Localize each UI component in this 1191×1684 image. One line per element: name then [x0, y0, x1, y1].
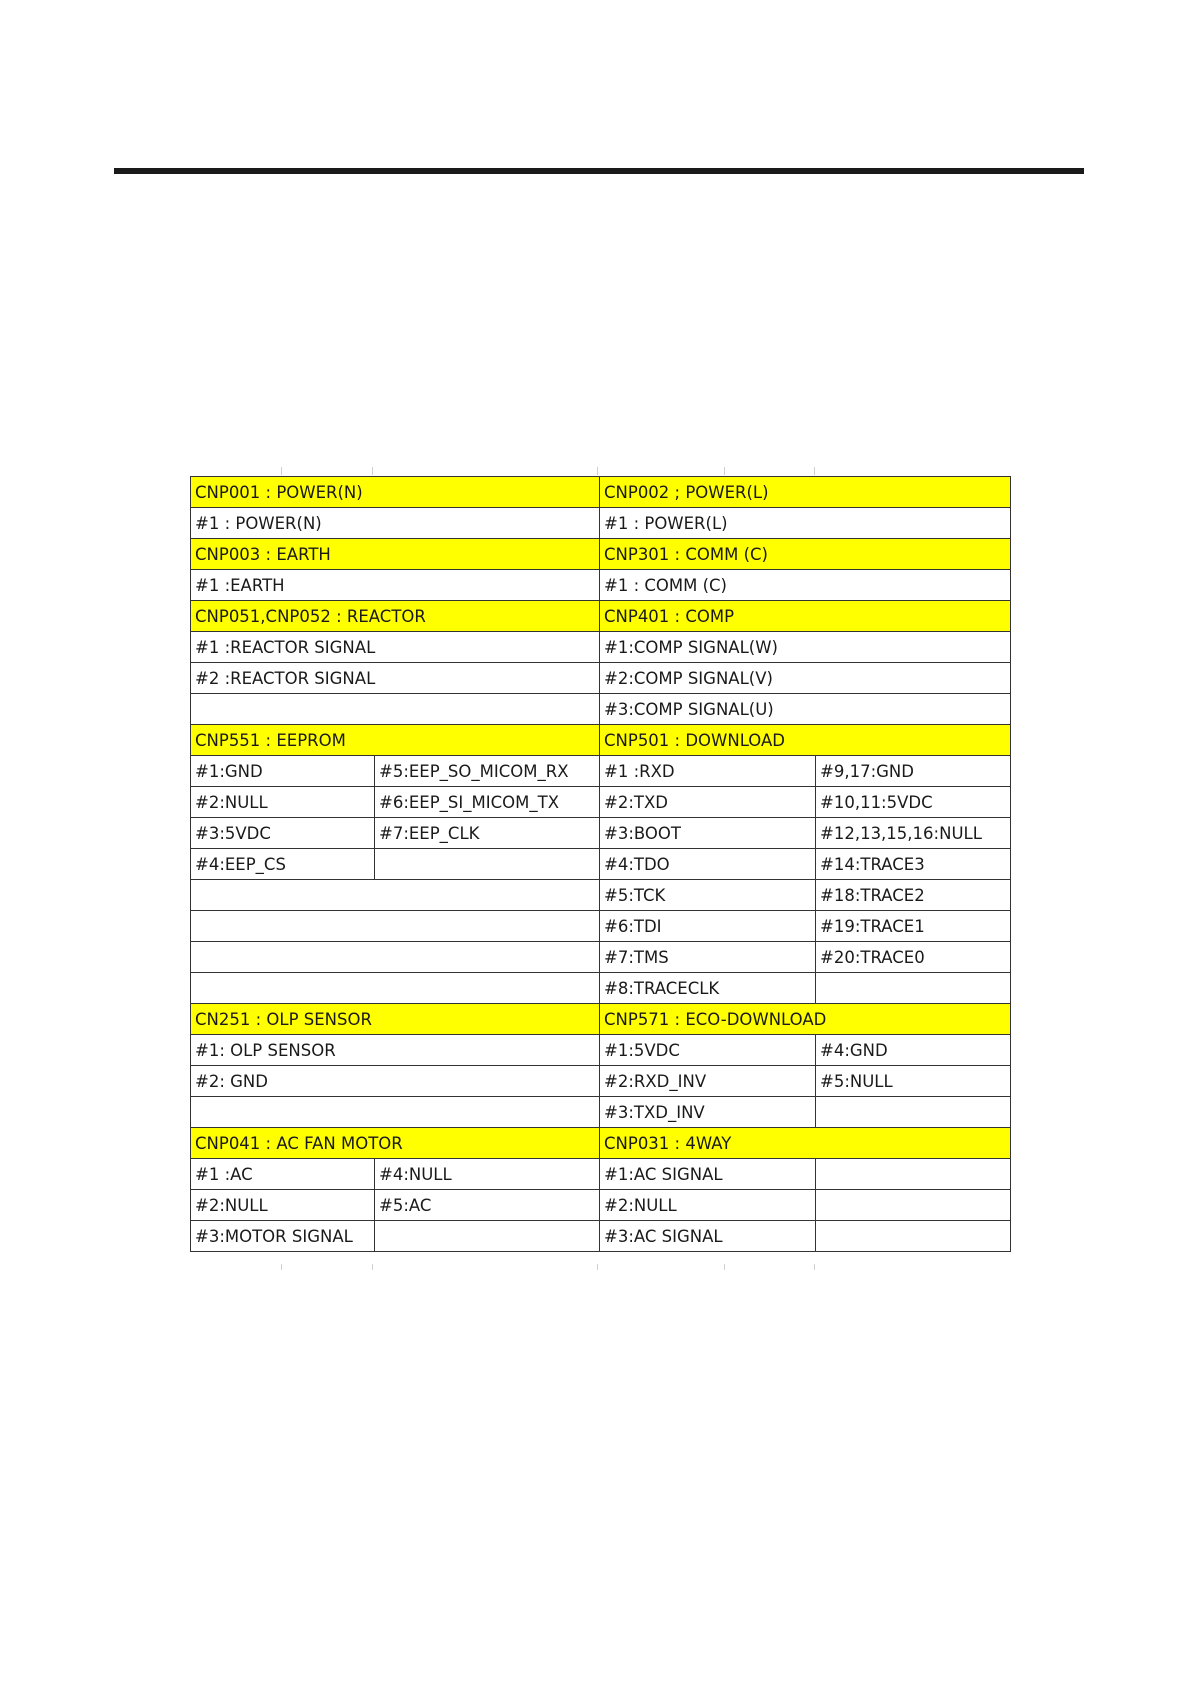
- connector-title-cell: CNP003 : EARTH: [191, 539, 600, 570]
- pin-cell: #1:COMP SIGNAL(W): [600, 632, 1011, 663]
- pin-cell: #4:NULL: [375, 1159, 600, 1190]
- pin-cell: #3:COMP SIGNAL(U): [600, 694, 1011, 725]
- pin-cell: [816, 1221, 1011, 1252]
- connector-title-cell: CNP401 : COMP: [600, 601, 1011, 632]
- pin-cell: #5:EEP_SO_MICOM_RX: [375, 756, 600, 787]
- pin-cell: #2:NULL: [600, 1190, 816, 1221]
- pin-cell: #3:MOTOR SIGNAL: [191, 1221, 375, 1252]
- top-rule: [114, 168, 1084, 174]
- spreadsheet-column-ticks-bottom: [189, 1264, 1011, 1270]
- connector-header-row: [191, 725, 1011, 756]
- pin-row: [191, 632, 1011, 663]
- pin-row: [191, 570, 1011, 601]
- pin-row: [191, 818, 1011, 849]
- pin-cell: [191, 694, 600, 725]
- pin-row: [191, 756, 1011, 787]
- pin-cell: #3:TXD_INV: [600, 1097, 816, 1128]
- pin-row: [191, 1066, 1011, 1097]
- connector-title-cell: CNP041 : AC FAN MOTOR: [191, 1128, 600, 1159]
- pin-cell: #5:NULL: [816, 1066, 1011, 1097]
- pin-cell: [375, 1221, 600, 1252]
- pin-cell: #4:EEP_CS: [191, 849, 375, 880]
- pin-cell: #14:TRACE3: [816, 849, 1011, 880]
- connector-title-cell: CNP571 : ECO-DOWNLOAD: [600, 1004, 1011, 1035]
- pin-row: [191, 508, 1011, 539]
- pin-cell: #1 :AC: [191, 1159, 375, 1190]
- pin-cell: #1:AC SIGNAL: [600, 1159, 816, 1190]
- pin-row: [191, 942, 1011, 973]
- pin-cell: [191, 911, 600, 942]
- pin-cell: #1 :RXD: [600, 756, 816, 787]
- connector-title-cell: CNP551 : EEPROM: [191, 725, 600, 756]
- pin-row: [191, 911, 1011, 942]
- pin-cell: #1 : POWER(L): [600, 508, 1011, 539]
- pin-cell: #6:EEP_SI_MICOM_TX: [375, 787, 600, 818]
- pin-cell: #3:BOOT: [600, 818, 816, 849]
- pin-cell: #20:TRACE0: [816, 942, 1011, 973]
- connector-title-cell: CNP001 : POWER(N): [191, 477, 600, 508]
- connector-pin-table-body: [191, 477, 1011, 1252]
- pin-cell: #2:NULL: [191, 1190, 375, 1221]
- pin-cell: #2 :REACTOR SIGNAL: [191, 663, 600, 694]
- pin-cell: [191, 880, 600, 911]
- pin-cell: #6:TDI: [600, 911, 816, 942]
- connector-title-cell: CNP501 : DOWNLOAD: [600, 725, 1011, 756]
- pin-cell: [191, 1097, 600, 1128]
- pin-cell: #7:EEP_CLK: [375, 818, 600, 849]
- pin-row: [191, 694, 1011, 725]
- pin-cell: #10,11:5VDC: [816, 787, 1011, 818]
- pin-row: [191, 787, 1011, 818]
- pin-row: [191, 1190, 1011, 1221]
- pin-cell: #3:5VDC: [191, 818, 375, 849]
- pin-cell: #3:AC SIGNAL: [600, 1221, 816, 1252]
- connector-pin-table: [190, 476, 1011, 1252]
- pin-cell: #5:TCK: [600, 880, 816, 911]
- pin-cell: #1: OLP SENSOR: [191, 1035, 600, 1066]
- pin-cell: [191, 942, 600, 973]
- connector-header-row: [191, 539, 1011, 570]
- connector-header-row: [191, 601, 1011, 632]
- pin-cell: #2:COMP SIGNAL(V): [600, 663, 1011, 694]
- pin-cell: #12,13,15,16:NULL: [816, 818, 1011, 849]
- pin-row: [191, 1221, 1011, 1252]
- pin-row: [191, 973, 1011, 1004]
- pin-row: [191, 880, 1011, 911]
- pin-cell: [816, 973, 1011, 1004]
- pin-cell: [816, 1159, 1011, 1190]
- pin-cell: [375, 849, 600, 880]
- connector-title-cell: CNP051,CNP052 : REACTOR: [191, 601, 600, 632]
- pin-cell: #18:TRACE2: [816, 880, 1011, 911]
- pin-cell: #5:AC: [375, 1190, 600, 1221]
- pin-cell: #4:GND: [816, 1035, 1011, 1066]
- pin-cell: #1:5VDC: [600, 1035, 816, 1066]
- pin-row: [191, 849, 1011, 880]
- pin-cell: #1 : COMM (C): [600, 570, 1011, 601]
- connector-header-row: [191, 1004, 1011, 1035]
- pin-cell: #1 :EARTH: [191, 570, 600, 601]
- pin-row: [191, 1159, 1011, 1190]
- connector-title-cell: CNP301 : COMM (C): [600, 539, 1011, 570]
- pin-row: [191, 1097, 1011, 1128]
- pin-cell: #1 :REACTOR SIGNAL: [191, 632, 600, 663]
- pin-cell: #8:TRACECLK: [600, 973, 816, 1004]
- spreadsheet-column-ticks: [189, 467, 1011, 475]
- pin-cell: [816, 1190, 1011, 1221]
- pin-cell: #2:NULL: [191, 787, 375, 818]
- pin-cell: #1 : POWER(N): [191, 508, 600, 539]
- pin-cell: [191, 973, 600, 1004]
- pin-cell: [816, 1097, 1011, 1128]
- connector-title-cell: CN251 : OLP SENSOR: [191, 1004, 600, 1035]
- connector-header-row: [191, 477, 1011, 508]
- pin-cell: #1:GND: [191, 756, 375, 787]
- connector-title-cell: CNP031 : 4WAY: [600, 1128, 1011, 1159]
- pin-cell: #19:TRACE1: [816, 911, 1011, 942]
- pin-cell: #2:TXD: [600, 787, 816, 818]
- pin-row: [191, 663, 1011, 694]
- pin-cell: #7:TMS: [600, 942, 816, 973]
- pin-cell: #9,17:GND: [816, 756, 1011, 787]
- connector-header-row: [191, 1128, 1011, 1159]
- pin-cell: #2: GND: [191, 1066, 600, 1097]
- connector-title-cell: CNP002 ; POWER(L): [600, 477, 1011, 508]
- pin-row: [191, 1035, 1011, 1066]
- pin-cell: #2:RXD_INV: [600, 1066, 816, 1097]
- pin-cell: #4:TDO: [600, 849, 816, 880]
